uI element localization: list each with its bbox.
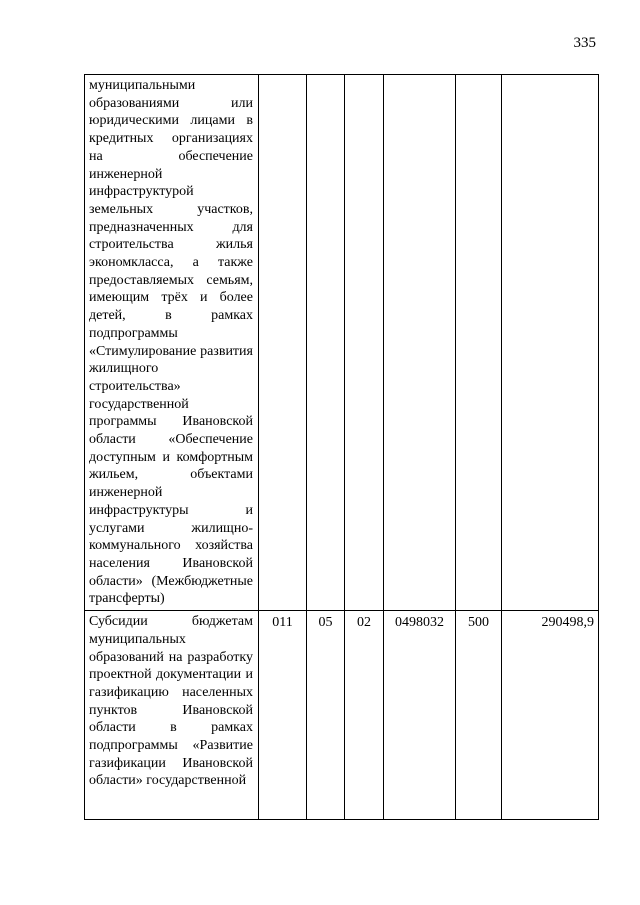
table-row: [85, 75, 599, 611]
target-article-cell: [384, 75, 456, 611]
amount-cell: [502, 611, 599, 820]
item-name: Субсидии бюджетам муниципальных образований на разработку проектной документации и газификацию населенных пунктов Ивановской области в рамках подпрограммы «Развитие газификации Ивановской области» государственной: [89, 614, 253, 789]
subsection-code: 02: [357, 615, 371, 631]
section-code-cell: [307, 611, 345, 820]
ministry-code: [259, 75, 306, 78]
subsection-code-cell: [345, 611, 384, 820]
ministry-code-cell: [259, 75, 307, 611]
expense-type-cell: [456, 75, 502, 611]
page-number: 335: [573, 35, 596, 51]
subsection-code: [345, 75, 383, 78]
amount-cell: [502, 75, 599, 611]
expense-type: 500: [468, 615, 489, 631]
section-code-cell: [307, 75, 345, 611]
target-article: 0498032: [395, 615, 444, 631]
expense-type: [456, 75, 501, 78]
item-name-cell: [85, 611, 259, 820]
table-row: [85, 611, 599, 820]
amount: [502, 75, 598, 78]
section-code: [307, 75, 344, 78]
target-article-cell: [384, 611, 456, 820]
section-code: 05: [318, 615, 333, 631]
ministry-code-cell: [259, 611, 307, 820]
budget-table: [84, 74, 599, 820]
expense-type-cell: [456, 611, 502, 820]
amount: 290498,9: [541, 615, 594, 631]
target-article: [384, 75, 455, 78]
item-name: муниципальными образованиями или юридическими лицами в кредитных организациях на обеспечение инженерной инфраструктурой земельных участков, предназначенных для строительства жилья экономкласса, а также предоставляемых семьям, имеющим трёх и более детей, в рамках подпрограммы «Стимулирование развития жилищного строительства» государственной программы Ивановской области «Обеспечение доступным и комфортным жильем, объектами инженерной инфраструктуры и услугами жилищно-коммунального хозяйства населения Ивановской области» (Межбюджетные трансферты): [89, 78, 253, 607]
item-name-cell: [85, 75, 259, 611]
ministry-code: 011: [272, 615, 293, 631]
subsection-code-cell: [345, 75, 384, 611]
